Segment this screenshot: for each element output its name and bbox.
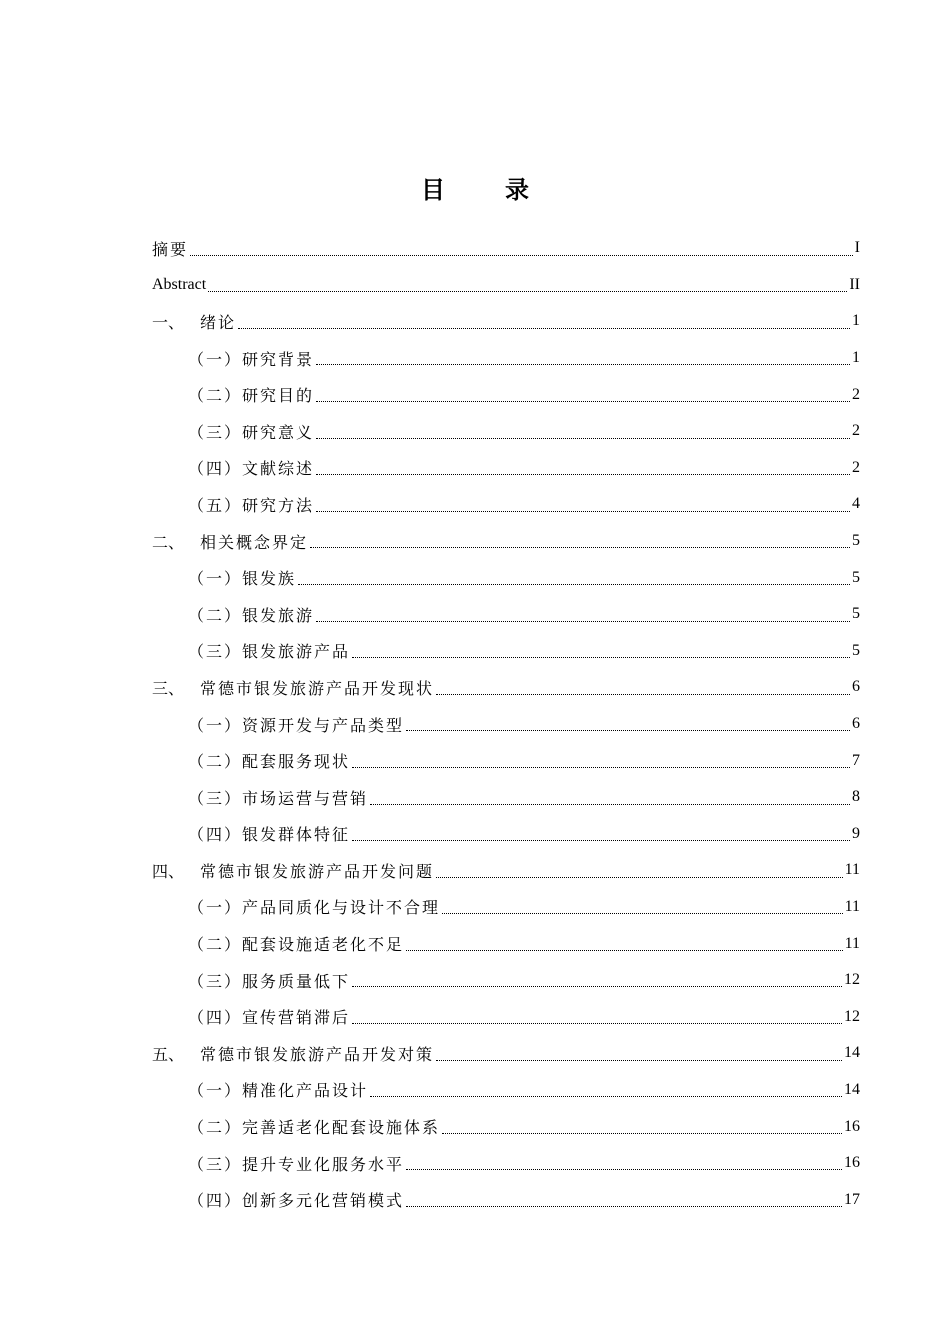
dot-leader [406,1206,842,1207]
toc-entry-label: 常德市银发旅游产品开发问题 [200,861,435,881]
toc-entry-label: （三）服务质量低下 [188,971,351,991]
toc-entry-page: 16 [844,1117,860,1135]
toc-entry[interactable] [152,998,860,1035]
toc-entry-page: 6 [852,715,860,733]
dot-leader [352,767,850,768]
toc-entry-label: （二）研究目的 [188,386,315,406]
toc-entry-page: 5 [852,605,860,623]
toc-entry-number: 二、 [152,532,185,552]
dot-leader [352,986,842,987]
toc-entry-page: 12 [844,1007,860,1025]
toc-entry-label: （四）银发群体特征 [188,825,351,845]
toc-entry-label: 常德市银发旅游产品开发对策 [200,1044,435,1064]
dot-leader [238,328,850,329]
toc-entry-page: 5 [852,532,860,550]
toc-entry-label: （三）市场运营与营销 [188,788,369,808]
toc-entry[interactable] [152,1108,860,1145]
toc-entry[interactable] [152,706,860,743]
toc-entry-label: （三）银发旅游产品 [188,642,351,662]
toc-entry-label: 绪论 [200,312,237,332]
toc-entry-page: II [849,275,860,293]
toc-entry-page: 11 [844,897,860,915]
toc-title-char-1: 目 [421,176,445,204]
toc-entry-page: 11 [844,861,860,879]
toc-entry-label: （三）提升专业化服务水平 [188,1154,405,1174]
toc-entry-label: （五）研究方法 [188,495,315,515]
toc-entry-label: （四）文献综述 [188,459,315,479]
dot-leader [190,255,853,256]
toc-title-char-2: 录 [505,176,529,204]
dot-leader [406,950,843,951]
toc-entry-page: 14 [844,1080,860,1098]
toc-entry-label: （一）精准化产品设计 [188,1081,369,1101]
dot-leader [352,657,850,658]
toc-entry-label: （一）资源开发与产品类型 [188,715,405,735]
toc-entry-page: 5 [852,641,860,659]
toc-entry-label: （二）银发旅游 [188,605,315,625]
toc-entry-label: （二）完善适老化配套设施体系 [188,1118,441,1138]
toc-entry[interactable] [152,267,860,304]
toc-entry-label: Abstract [152,275,207,293]
dot-leader [406,1169,842,1170]
toc-entry-number: 四、 [152,861,185,881]
toc-title [0,170,950,205]
toc-entry[interactable] [152,889,860,926]
toc-entry[interactable] [152,1072,860,1109]
toc-entry-page: 1 [852,349,860,367]
toc-entry[interactable] [152,413,860,450]
toc-entry-page: 16 [844,1154,860,1172]
dot-leader [298,584,850,585]
toc-entry-page: 12 [844,971,860,989]
toc-entry-page: 6 [852,678,860,696]
toc-entry-page: 5 [852,568,860,586]
toc-entry-page: 17 [844,1190,860,1208]
toc-entry-label: （一）产品同质化与设计不合理 [188,898,441,918]
toc-entry[interactable] [152,925,860,962]
toc-entry[interactable] [152,376,860,413]
dot-leader [310,547,850,548]
toc-entry-page: 9 [852,824,860,842]
dot-leader [316,401,850,402]
toc-entry[interactable] [152,450,860,487]
dot-leader [406,730,850,731]
toc-entry-page: I [854,239,860,257]
toc-entry-page: 7 [852,751,860,769]
toc-entry[interactable] [152,559,860,596]
toc-entry[interactable] [152,1035,860,1072]
toc-entry[interactable] [152,779,860,816]
dot-leader [316,511,850,512]
toc-entry-label: （四）创新多元化营销模式 [188,1191,405,1211]
toc-entry-label: 常德市银发旅游产品开发现状 [200,678,435,698]
toc-entry-label: 摘要 [152,239,189,259]
toc-entry-label: （三）研究意义 [188,422,315,442]
dot-leader [370,804,850,805]
dot-leader [442,913,843,914]
dot-leader [436,877,843,878]
toc-entry-label: （二）配套服务现状 [188,752,351,772]
dot-leader [316,364,850,365]
dot-leader [436,1060,842,1061]
toc-entry[interactable] [152,633,860,670]
dot-leader [352,1023,842,1024]
toc-entry-page: 4 [852,495,860,513]
toc-entry-page: 14 [844,1044,860,1062]
toc-entry-page: 2 [852,422,860,440]
toc-list [152,230,860,1218]
toc-entry-number: 一、 [152,312,185,332]
toc-entry-number: 五、 [152,1044,185,1064]
toc-entry[interactable] [152,340,860,377]
toc-entry[interactable] [152,1181,860,1218]
dot-leader [370,1096,842,1097]
toc-entry-page: 2 [852,385,860,403]
toc-entry-page: 1 [852,312,860,330]
toc-entry-number: 三、 [152,678,185,698]
dot-leader [436,694,850,695]
toc-entry-label: （一）银发族 [188,569,297,589]
toc-entry[interactable] [152,486,860,523]
dot-leader [316,621,850,622]
toc-entry-label: （二）配套设施适老化不足 [188,935,405,955]
toc-entry-label: （四）宣传营销滞后 [188,1008,351,1028]
toc-entry[interactable] [152,230,860,267]
toc-entry-page: 11 [844,934,860,952]
toc-entry[interactable] [152,596,860,633]
toc-entry[interactable] [152,669,860,706]
toc-entry[interactable] [152,1145,860,1182]
toc-entry[interactable] [152,816,860,853]
toc-entry[interactable] [152,523,860,560]
toc-entry[interactable] [152,962,860,999]
dot-leader [316,438,850,439]
toc-entry[interactable] [152,742,860,779]
dot-leader [316,474,850,475]
dot-leader [352,840,850,841]
dot-leader [442,1133,842,1134]
toc-entry[interactable] [152,303,860,340]
toc-entry-label: 相关概念界定 [200,532,309,552]
toc-entry-label: （一）研究背景 [188,349,315,369]
toc-entry-page: 2 [852,458,860,476]
dot-leader [208,291,847,292]
toc-entry[interactable] [152,852,860,889]
toc-entry-page: 8 [852,788,860,806]
